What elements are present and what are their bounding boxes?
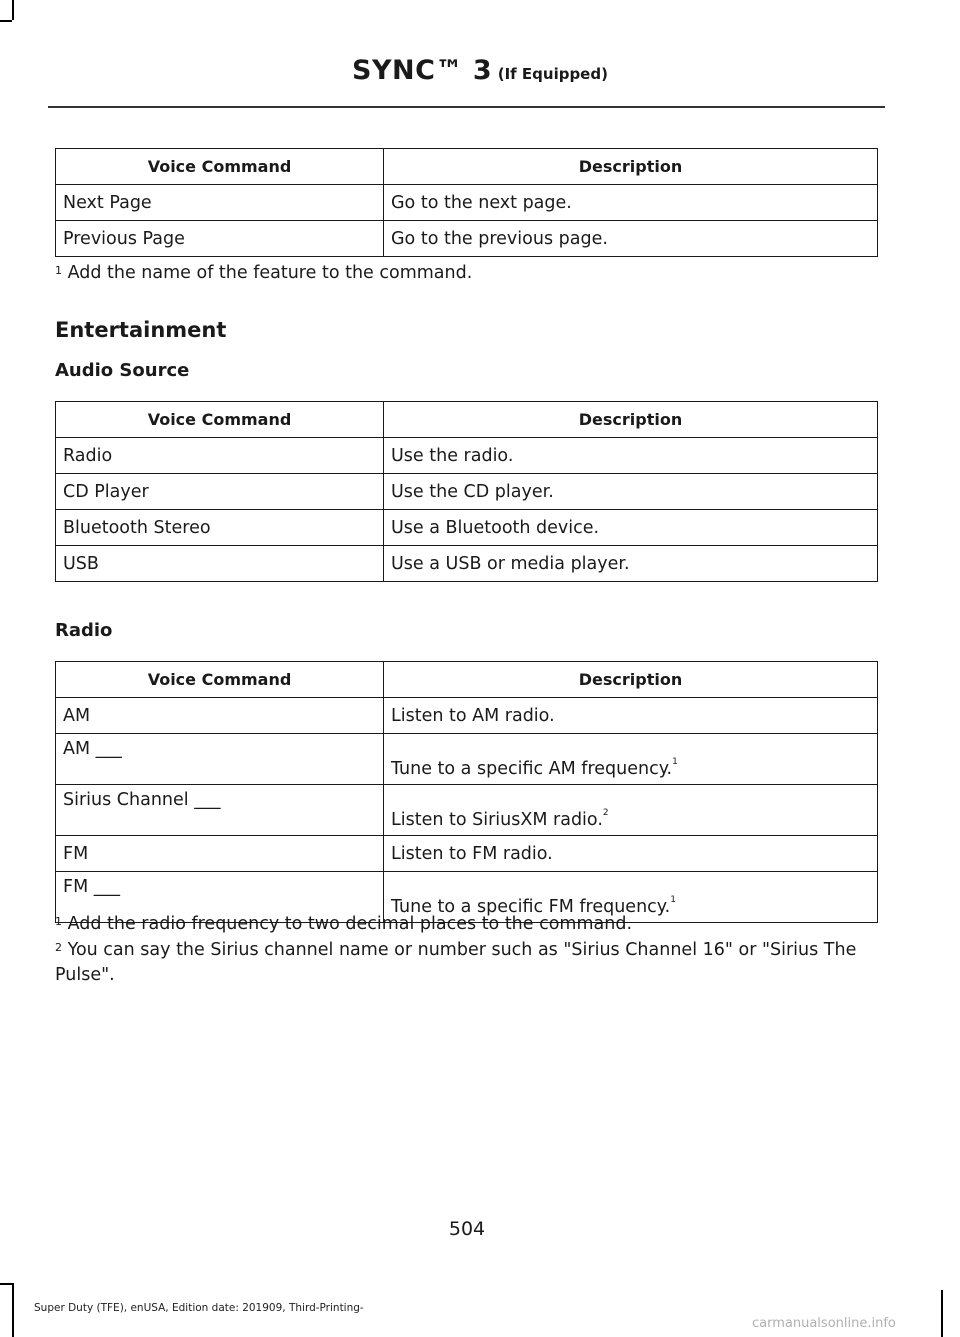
header-title: SYNC™ 3 bbox=[352, 55, 493, 86]
table-header-row bbox=[56, 402, 878, 438]
footnote-text: Add the radio frequency to two decimal places to the command. bbox=[67, 914, 633, 934]
footnote-mark: 1 bbox=[670, 895, 676, 905]
description-cell: Use a Bluetooth device. bbox=[384, 510, 878, 546]
header-subtitle: (If Equipped) bbox=[497, 65, 608, 83]
footnote-text: You can say the Sirius channel name or number such as "Sirius Channel 16" or "Sirius The Pulse". bbox=[55, 940, 857, 985]
command-cell: AM bbox=[56, 698, 384, 734]
description-cell: Listen to FM radio. bbox=[384, 836, 878, 872]
description-cell: Use the CD player. bbox=[384, 474, 878, 510]
section-title: Entertainment bbox=[55, 318, 227, 342]
footnote-mark: 2 bbox=[602, 808, 609, 818]
description-cell: Go to the previous page. bbox=[384, 221, 878, 257]
crop-mark bbox=[0, 1283, 12, 1285]
footnote-mark: 2 bbox=[55, 941, 62, 954]
table-row bbox=[56, 185, 878, 221]
column-header-command: Voice Command bbox=[56, 662, 384, 698]
watermark: carmanualsonline.info bbox=[752, 1316, 896, 1331]
header-divider bbox=[48, 106, 885, 108]
page-number: 504 bbox=[448, 1218, 486, 1240]
command-cell: FM bbox=[56, 836, 384, 872]
description-text: Tune to a specific FM frequency. bbox=[391, 897, 671, 917]
command-cell: Next Page bbox=[56, 185, 384, 221]
audio-source-table bbox=[55, 401, 878, 582]
table-header-row bbox=[56, 662, 878, 698]
command-cell: Bluetooth Stereo bbox=[56, 510, 384, 546]
command-cell: FM ___ bbox=[56, 872, 384, 923]
description-cell: Use a USB or media player. bbox=[384, 546, 878, 582]
footnote-text: Add the name of the feature to the command. bbox=[67, 263, 473, 283]
footnote-mark: 1 bbox=[55, 264, 62, 277]
description-cell: Use the radio. bbox=[384, 438, 878, 474]
edition-footer: Super Duty (TFE), enUSA, Edition date: 201909, Third-Printing- bbox=[34, 1302, 364, 1314]
command-cell: Sirius Channel ___ bbox=[56, 785, 384, 836]
command-cell: Radio bbox=[56, 438, 384, 474]
table-row bbox=[56, 438, 878, 474]
command-cell: CD Player bbox=[56, 474, 384, 510]
command-cell: Previous Page bbox=[56, 221, 384, 257]
table-row bbox=[56, 474, 878, 510]
command-cell: AM ___ bbox=[56, 734, 384, 785]
radio-footnote-1 bbox=[55, 912, 878, 937]
description-cell bbox=[384, 785, 878, 836]
column-header-command: Voice Command bbox=[56, 149, 384, 185]
footnote-mark: 1 bbox=[672, 757, 678, 767]
table-row bbox=[56, 221, 878, 257]
table-row bbox=[56, 785, 878, 836]
description-cell: Listen to AM radio. bbox=[384, 698, 878, 734]
table-row bbox=[56, 546, 878, 582]
radio-title: Radio bbox=[55, 620, 113, 641]
crop-mark bbox=[0, 20, 12, 22]
radio-table bbox=[55, 661, 878, 923]
description-text: Tune to a specific AM frequency. bbox=[391, 759, 673, 779]
description-text: Listen to SiriusXM radio. bbox=[391, 810, 603, 830]
crop-mark bbox=[941, 1290, 943, 1337]
table-row bbox=[56, 836, 878, 872]
description-cell bbox=[384, 734, 878, 785]
command-cell: USB bbox=[56, 546, 384, 582]
column-header-description: Description bbox=[384, 149, 878, 185]
column-header-description: Description bbox=[384, 662, 878, 698]
column-header-command: Voice Command bbox=[56, 402, 384, 438]
radio-footnote-2 bbox=[55, 938, 878, 988]
table-row bbox=[56, 698, 878, 734]
feature-footnote bbox=[55, 261, 878, 286]
footnote-mark: 1 bbox=[55, 915, 62, 928]
navigation-commands-table bbox=[55, 148, 878, 257]
audio-source-title: Audio Source bbox=[55, 360, 190, 381]
table-row bbox=[56, 734, 878, 785]
page-header bbox=[0, 55, 960, 86]
column-header-description: Description bbox=[384, 402, 878, 438]
description-cell: Go to the next page. bbox=[384, 185, 878, 221]
crop-mark bbox=[12, 0, 14, 20]
table-header-row bbox=[56, 149, 878, 185]
crop-mark bbox=[12, 1283, 14, 1337]
table-row bbox=[56, 510, 878, 546]
